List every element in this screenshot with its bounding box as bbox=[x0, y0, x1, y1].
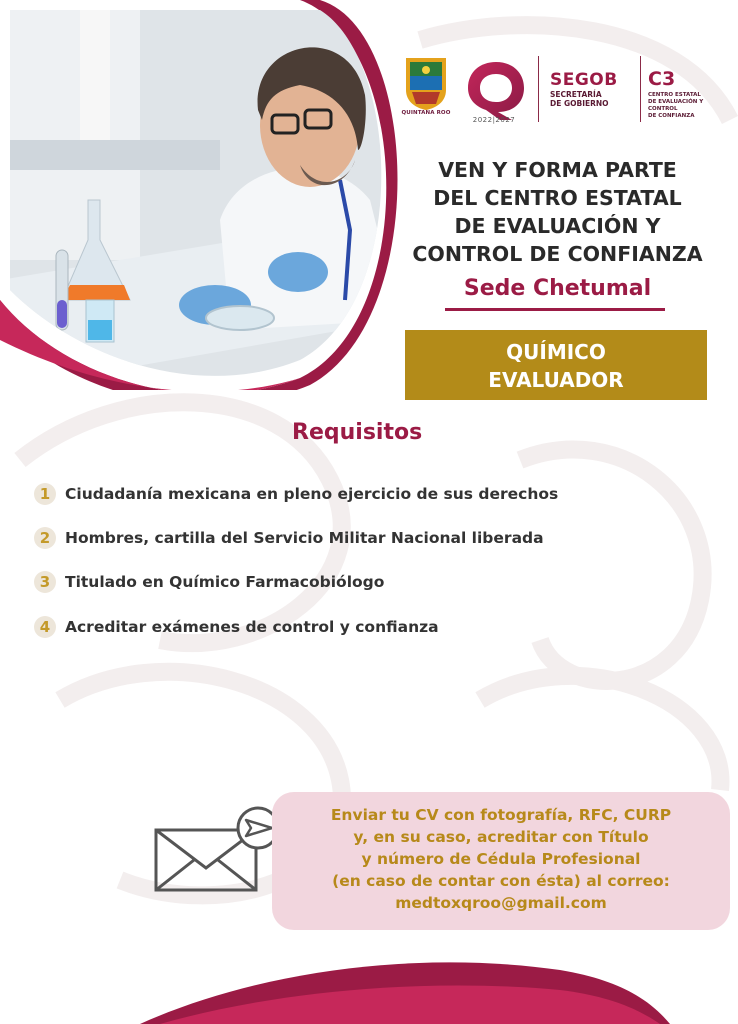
sede-underline bbox=[445, 308, 665, 311]
segob-title: SEGOB bbox=[550, 70, 618, 90]
contact-line: Enviar tu CV con fotografía, RFC, CURP bbox=[330, 806, 672, 824]
contact-email[interactable]: medtoxqroo@gmail.com bbox=[395, 894, 607, 912]
contact-line: (en caso de contar con ésta) al correo: bbox=[332, 872, 670, 890]
contact-line: y número de Cédula Profesional bbox=[361, 850, 641, 868]
c3-subtitle-line: CENTRO ESTATAL bbox=[648, 92, 701, 98]
requirement-item bbox=[34, 569, 384, 595]
c3-subtitle-line: DE EVALUACIÓN Y CONTROL bbox=[648, 99, 704, 112]
government-years: 2022|2027 bbox=[472, 116, 516, 124]
requirement-text: Hombres, cartilla del Servicio Militar Nacional liberada bbox=[65, 529, 544, 547]
institution-logos bbox=[400, 52, 720, 132]
headline-line: DE EVALUACIÓN Y bbox=[454, 214, 661, 238]
requirement-number: 4 bbox=[34, 616, 56, 638]
contact-box bbox=[272, 792, 730, 930]
contact-line: y, en su caso, acreditar con Título bbox=[353, 828, 649, 846]
requirement-number: 3 bbox=[34, 571, 56, 593]
requirement-text: Acreditar exámenes de control y confianza bbox=[65, 618, 439, 636]
requirement-number: 1 bbox=[34, 483, 56, 505]
position-line: EVALUADOR bbox=[488, 368, 624, 392]
logo-separator bbox=[538, 56, 539, 122]
contact-text bbox=[272, 804, 730, 914]
requirement-item bbox=[34, 481, 558, 507]
c3-subtitle bbox=[648, 92, 728, 120]
segob-subtitle-line: SECRETARÍA bbox=[550, 90, 602, 99]
headline bbox=[385, 156, 730, 268]
send-mail-icon bbox=[148, 806, 278, 896]
requirement-number: 2 bbox=[34, 527, 56, 549]
c3-title: C3 bbox=[648, 68, 676, 90]
logo-separator bbox=[640, 56, 641, 122]
headline-line: DEL CENTRO ESTATAL bbox=[433, 186, 682, 210]
segob-subtitle-line: DE GOBIERNO bbox=[550, 99, 609, 108]
requirement-item bbox=[34, 614, 439, 640]
requirement-text: Titulado en Químico Farmacobiólogo bbox=[65, 573, 385, 591]
position-banner bbox=[405, 330, 707, 400]
requirements-title: Requisitos bbox=[292, 420, 423, 445]
headline-line: CONTROL DE CONFIANZA bbox=[412, 242, 703, 266]
headline-line: VEN Y FORMA PARTE bbox=[438, 158, 677, 182]
bottom-wave-decoration bbox=[0, 930, 738, 1024]
requirement-text: Ciudadanía mexicana en pleno ejercicio de sus derechos bbox=[65, 485, 559, 503]
position-line: QUÍMICO bbox=[506, 340, 606, 364]
segob-subtitle bbox=[550, 90, 609, 108]
c3-subtitle-line: DE CONFIANZA bbox=[648, 113, 695, 119]
hero-photo bbox=[0, 0, 400, 390]
sede-label: Sede Chetumal bbox=[463, 276, 652, 301]
requirement-item bbox=[34, 525, 544, 551]
quintana-roo-label: QUINTANA ROO bbox=[401, 110, 451, 116]
